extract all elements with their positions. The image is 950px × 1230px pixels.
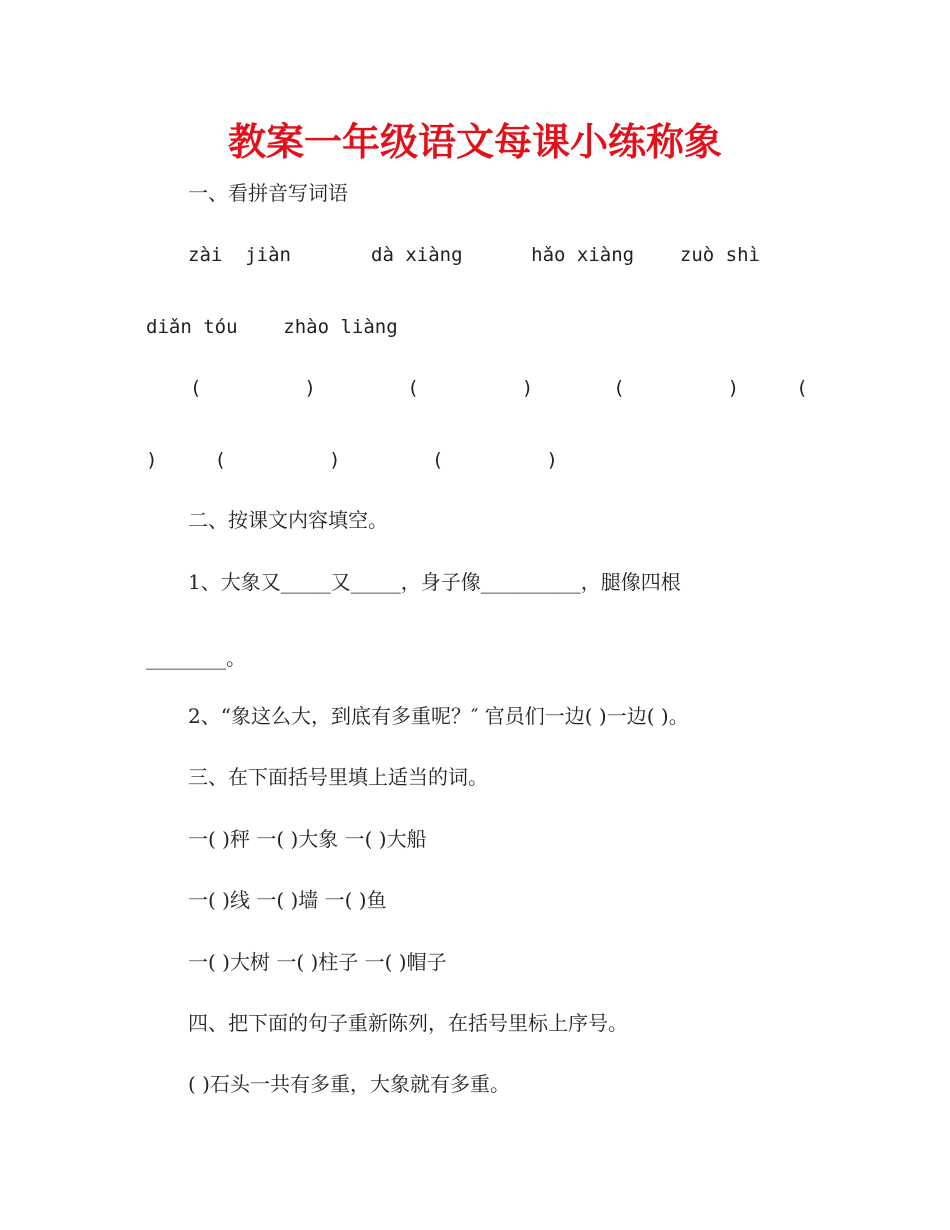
fill-blank-question-1-line-1: 1、大象又_____又_____，身子像__________，腿像四根	[188, 570, 681, 594]
fill-blank-question-1-line-2: ________。	[146, 646, 246, 670]
measure-word-row-1: 一( )秤 一( )大象 一( )大船	[188, 827, 427, 851]
pinyin-row-1: zài jiàn dà xiàng hǎo xiàng zuò shì	[188, 244, 760, 266]
section2-heading: 二、按课文内容填空。	[188, 508, 388, 532]
measure-word-row-3: 一( )大树 一( )柱子 一( )帽子	[188, 950, 447, 974]
answer-brackets-row-2: ) ( ) ( )	[146, 449, 558, 471]
sentence-order-item-1: ( )石头一共有多重，大象就有多重。	[188, 1072, 510, 1096]
section3-heading: 三、在下面括号里填上适当的词。	[188, 765, 488, 789]
pinyin-row-2: diǎn tóu zhào liàng	[146, 316, 398, 338]
section4-heading: 四、把下面的句子重新陈列，在括号里标上序号。	[188, 1011, 628, 1035]
measure-word-row-2: 一( )线 一( )墙 一( )鱼	[188, 888, 387, 912]
page-title: 教案一年级语文每课小练称象	[227, 120, 722, 164]
answer-brackets-row-1: ( ) ( ) ( ) (	[190, 377, 808, 399]
fill-blank-question-2: 2、“象这么大，到底有多重呢？″ 官员们一边( )一边( )。	[188, 704, 689, 728]
section1-heading: 一、看拼音写词语	[188, 181, 348, 205]
